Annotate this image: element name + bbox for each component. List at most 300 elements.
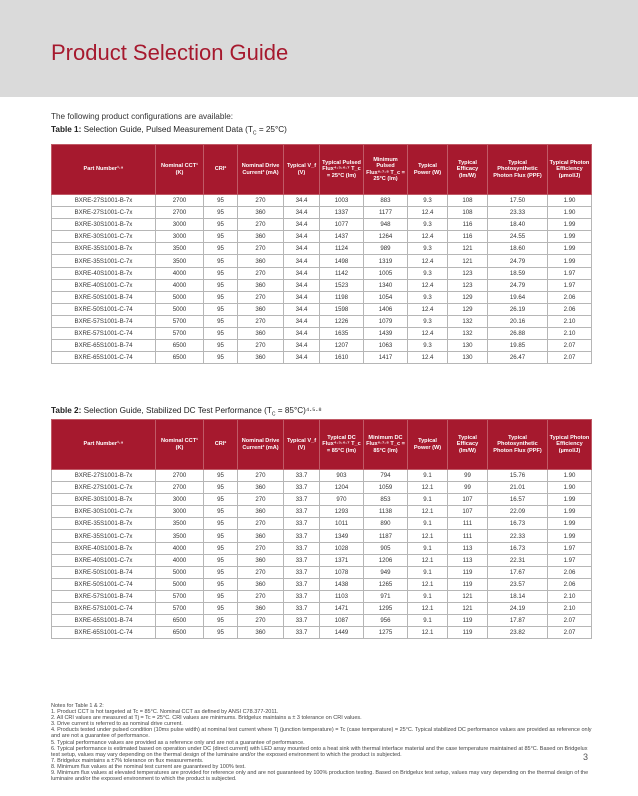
table-row bbox=[52, 340, 592, 352]
table-cell: BXRE-40S1001-C-7x bbox=[52, 279, 156, 291]
table-cell: 360 bbox=[238, 627, 284, 639]
table-cell: 95 bbox=[204, 603, 238, 615]
table-cell: 113 bbox=[448, 554, 488, 566]
table-cell: BXRE-40S1001-B-7x bbox=[52, 542, 156, 554]
table-cell: 33.7 bbox=[284, 566, 320, 578]
table-row bbox=[52, 542, 592, 554]
table-cell: 1.99 bbox=[548, 231, 592, 243]
table-cell: 34.4 bbox=[284, 315, 320, 327]
table-cell: 16.57 bbox=[488, 494, 548, 506]
table-cell: 1226 bbox=[320, 315, 364, 327]
table2 bbox=[51, 419, 592, 639]
table-cell: 95 bbox=[204, 303, 238, 315]
table-cell: 116 bbox=[448, 219, 488, 231]
table-cell: 3000 bbox=[156, 494, 204, 506]
table-cell: 3000 bbox=[156, 219, 204, 231]
table-cell: 1264 bbox=[364, 231, 408, 243]
table-cell: 360 bbox=[238, 352, 284, 364]
table-cell: 9.1 bbox=[408, 566, 448, 578]
table-cell: 1417 bbox=[364, 352, 408, 364]
table1-header-6: Minimum Pulsed Flux⁶·⁷·⁸ T_c = 25°C (lm) bbox=[364, 145, 408, 195]
table-cell: 1598 bbox=[320, 303, 364, 315]
table-cell: 1142 bbox=[320, 267, 364, 279]
table-cell: 1.90 bbox=[548, 482, 592, 494]
table-cell: BXRE-27S1001-B-7x bbox=[52, 470, 156, 482]
table-cell: 34.4 bbox=[284, 303, 320, 315]
table-cell: 19.64 bbox=[488, 291, 548, 303]
table-cell: BXRE-65S1001-B-74 bbox=[52, 340, 156, 352]
table-cell: 1063 bbox=[364, 340, 408, 352]
table-cell: 23.57 bbox=[488, 578, 548, 590]
table-cell: 360 bbox=[238, 328, 284, 340]
table-cell: 270 bbox=[238, 219, 284, 231]
table-cell: BXRE-65S1001-C-74 bbox=[52, 352, 156, 364]
table-cell: 24.55 bbox=[488, 231, 548, 243]
table-cell: 1.99 bbox=[548, 530, 592, 542]
table-cell: 2.07 bbox=[548, 615, 592, 627]
table-cell: 33.7 bbox=[284, 542, 320, 554]
table-cell: BXRE-50S1001-B-74 bbox=[52, 566, 156, 578]
table-cell: 6500 bbox=[156, 627, 204, 639]
table-cell: 130 bbox=[448, 352, 488, 364]
table-cell: 1295 bbox=[364, 603, 408, 615]
table-cell: 99 bbox=[448, 482, 488, 494]
table-cell: BXRE-50S1001-C-74 bbox=[52, 303, 156, 315]
table-cell: 1028 bbox=[320, 542, 364, 554]
table-cell: 9.3 bbox=[408, 195, 448, 207]
table2-header-2: CRI² bbox=[204, 420, 238, 470]
table-cell: 1077 bbox=[320, 219, 364, 231]
table-cell: 989 bbox=[364, 243, 408, 255]
table-cell: 16.73 bbox=[488, 518, 548, 530]
table-cell: 6500 bbox=[156, 340, 204, 352]
table-cell: 1438 bbox=[320, 578, 364, 590]
table-row bbox=[52, 195, 592, 207]
table1-body bbox=[52, 195, 592, 364]
table-cell: 95 bbox=[204, 207, 238, 219]
table-cell: 270 bbox=[238, 267, 284, 279]
table-cell: 1138 bbox=[364, 506, 408, 518]
table-cell: 12.1 bbox=[408, 578, 448, 590]
table-cell: 107 bbox=[448, 506, 488, 518]
table-row bbox=[52, 207, 592, 219]
table-cell: 1523 bbox=[320, 279, 364, 291]
note-item: 4. Products tested under pulsed condition (10ms pulse width) at nominal test current where Tj (junction temperature) = Tc (case temperature) = 25°C. Typical stabilized DC performance values are provided as reference only and are not a guarantee of performance. bbox=[51, 727, 592, 740]
table-cell: 17.67 bbox=[488, 566, 548, 578]
table-cell: 270 bbox=[238, 615, 284, 627]
table2-header-8: Typical Efficacy (lm/W) bbox=[448, 420, 488, 470]
table-row bbox=[52, 482, 592, 494]
table-cell: 6500 bbox=[156, 615, 204, 627]
table-cell: 132 bbox=[448, 328, 488, 340]
table-cell: 33.7 bbox=[284, 603, 320, 615]
table-cell: BXRE-27S1001-C-7x bbox=[52, 207, 156, 219]
table-cell: 5700 bbox=[156, 315, 204, 327]
table-cell: 1005 bbox=[364, 267, 408, 279]
table-cell: 1.97 bbox=[548, 554, 592, 566]
table-cell: 33.7 bbox=[284, 578, 320, 590]
table-row bbox=[52, 494, 592, 506]
table-cell: 1.99 bbox=[548, 506, 592, 518]
table-cell: 2.07 bbox=[548, 627, 592, 639]
table-cell: 1275 bbox=[364, 627, 408, 639]
table-row bbox=[52, 518, 592, 530]
table-cell: 130 bbox=[448, 340, 488, 352]
table-cell: 1.90 bbox=[548, 207, 592, 219]
table-cell: BXRE-40S1001-B-7x bbox=[52, 267, 156, 279]
table-cell: 1.90 bbox=[548, 470, 592, 482]
table-cell: 12.4 bbox=[408, 231, 448, 243]
table-cell: BXRE-30S1001-C-7x bbox=[52, 231, 156, 243]
table-cell: 33.7 bbox=[284, 482, 320, 494]
table-row bbox=[52, 554, 592, 566]
table-cell: 9.1 bbox=[408, 470, 448, 482]
table2-header-3: Nominal Drive Current³ (mA) bbox=[238, 420, 284, 470]
table-cell: 1011 bbox=[320, 518, 364, 530]
table-row bbox=[52, 219, 592, 231]
table-row bbox=[52, 615, 592, 627]
table-cell: 2.07 bbox=[548, 352, 592, 364]
table-cell: 2.07 bbox=[548, 340, 592, 352]
table-cell: 17.50 bbox=[488, 195, 548, 207]
table2-header-7: Typical Power (W) bbox=[408, 420, 448, 470]
table2-header-0: Part Number¹·⁹ bbox=[52, 420, 156, 470]
table-cell: 2.06 bbox=[548, 303, 592, 315]
table-cell: 121 bbox=[448, 255, 488, 267]
table1 bbox=[51, 144, 592, 364]
table-cell: 1319 bbox=[364, 255, 408, 267]
table-cell: 5000 bbox=[156, 303, 204, 315]
table-cell: 5000 bbox=[156, 578, 204, 590]
table-cell: 113 bbox=[448, 542, 488, 554]
table-cell: 3000 bbox=[156, 506, 204, 518]
table-cell: 5700 bbox=[156, 328, 204, 340]
table-cell: 34.4 bbox=[284, 340, 320, 352]
table-cell: 2700 bbox=[156, 482, 204, 494]
table-cell: 1498 bbox=[320, 255, 364, 267]
table-cell: 95 bbox=[204, 328, 238, 340]
table-cell: 95 bbox=[204, 518, 238, 530]
table-cell: 360 bbox=[238, 578, 284, 590]
table1-caption-end: = 25°C) bbox=[256, 125, 287, 134]
table-cell: 1293 bbox=[320, 506, 364, 518]
table2-header-1: Nominal CCT¹ (K) bbox=[156, 420, 204, 470]
table-cell: 26.19 bbox=[488, 303, 548, 315]
table-cell: 270 bbox=[238, 291, 284, 303]
table-cell: 4000 bbox=[156, 542, 204, 554]
table-cell: 890 bbox=[364, 518, 408, 530]
page-number: 3 bbox=[583, 752, 589, 762]
table-cell: 95 bbox=[204, 470, 238, 482]
table-cell: 9.1 bbox=[408, 615, 448, 627]
table-cell: 794 bbox=[364, 470, 408, 482]
table-cell: BXRE-57S1001-C-74 bbox=[52, 603, 156, 615]
table-cell: 12.4 bbox=[408, 279, 448, 291]
table-row bbox=[52, 243, 592, 255]
table-cell: 22.33 bbox=[488, 530, 548, 542]
table-cell: BXRE-65S1001-C-74 bbox=[52, 627, 156, 639]
table-cell: 34.4 bbox=[284, 279, 320, 291]
table-cell: 360 bbox=[238, 506, 284, 518]
table-cell: 116 bbox=[448, 231, 488, 243]
table-cell: 33.7 bbox=[284, 518, 320, 530]
table2-header-4: Typical V_f (V) bbox=[284, 420, 320, 470]
note-item: 8. Minimum flux values at the nominal test current are guaranteed by 100% test. bbox=[51, 763, 246, 770]
table-cell: BXRE-27S1001-B-7x bbox=[52, 195, 156, 207]
table-cell: 9.1 bbox=[408, 518, 448, 530]
table-row bbox=[52, 267, 592, 279]
table-cell: 903 bbox=[320, 470, 364, 482]
table2-header-row bbox=[52, 420, 592, 470]
table-cell: BXRE-35S1001-B-7x bbox=[52, 243, 156, 255]
table-row bbox=[52, 231, 592, 243]
table-cell: 22.31 bbox=[488, 554, 548, 566]
table-cell: 905 bbox=[364, 542, 408, 554]
table-cell: 9.1 bbox=[408, 542, 448, 554]
table-cell: BXRE-35S1001-B-7x bbox=[52, 518, 156, 530]
table-row bbox=[52, 279, 592, 291]
table-cell: 9.3 bbox=[408, 267, 448, 279]
table-cell: 1003 bbox=[320, 195, 364, 207]
table-cell: 360 bbox=[238, 279, 284, 291]
table-cell: 34.4 bbox=[284, 219, 320, 231]
table2-caption-end: = 85°C)⁴·⁵·⁸ bbox=[275, 406, 322, 415]
table-cell: 3500 bbox=[156, 530, 204, 542]
table-cell: 948 bbox=[364, 219, 408, 231]
table-cell: 4000 bbox=[156, 279, 204, 291]
table-cell: 12.1 bbox=[408, 627, 448, 639]
table-cell: 95 bbox=[204, 530, 238, 542]
table-cell: 12.4 bbox=[408, 207, 448, 219]
table-cell: 360 bbox=[238, 554, 284, 566]
table-cell: 119 bbox=[448, 627, 488, 639]
table-row bbox=[52, 578, 592, 590]
table-cell: 16.73 bbox=[488, 542, 548, 554]
table-cell: 33.7 bbox=[284, 506, 320, 518]
table-cell: 1.97 bbox=[548, 542, 592, 554]
table-row bbox=[52, 627, 592, 639]
table-cell: BXRE-50S1001-B-74 bbox=[52, 291, 156, 303]
table-cell: 5000 bbox=[156, 566, 204, 578]
table-cell: 18.60 bbox=[488, 243, 548, 255]
table-cell: 33.7 bbox=[284, 615, 320, 627]
table-cell: 24.79 bbox=[488, 279, 548, 291]
table-cell: 111 bbox=[448, 518, 488, 530]
table-row bbox=[52, 470, 592, 482]
table-cell: 33.7 bbox=[284, 470, 320, 482]
table-cell: 1103 bbox=[320, 590, 364, 602]
table2-caption-label: Table 2: bbox=[51, 406, 82, 415]
table-cell: 270 bbox=[238, 590, 284, 602]
table-cell: 949 bbox=[364, 566, 408, 578]
table-cell: 21.01 bbox=[488, 482, 548, 494]
table-row bbox=[52, 530, 592, 542]
note-item: 6. Typical performance is estimated based on operation under DC (direct current) with LED array mounted onto a heat sink with thermal interface material and the case temperature maintained at 85°C. Based on Bridgelux test setup, values may vary depending on the thermal design of the luminaire and/or the exposed environment to which the product is subjected. bbox=[51, 745, 588, 758]
table-cell: 1610 bbox=[320, 352, 364, 364]
table-cell: 2.06 bbox=[548, 566, 592, 578]
table-cell: 9.1 bbox=[408, 590, 448, 602]
table-cell: 129 bbox=[448, 303, 488, 315]
table-cell: BXRE-27S1001-C-7x bbox=[52, 482, 156, 494]
table-cell: 5700 bbox=[156, 590, 204, 602]
table-cell: 360 bbox=[238, 482, 284, 494]
note-item: 7. Bridgelux maintains a ±7% tolerance on flux measurements. bbox=[51, 757, 204, 764]
table-cell: BXRE-35S1001-C-7x bbox=[52, 255, 156, 267]
table-row bbox=[52, 603, 592, 615]
table-cell: 95 bbox=[204, 255, 238, 267]
table-cell: 9.3 bbox=[408, 243, 448, 255]
table-cell: 270 bbox=[238, 195, 284, 207]
table-cell: 270 bbox=[238, 315, 284, 327]
table-cell: 95 bbox=[204, 352, 238, 364]
table-cell: 33.7 bbox=[284, 554, 320, 566]
table-cell: 1.97 bbox=[548, 267, 592, 279]
table-cell: 3500 bbox=[156, 243, 204, 255]
table-cell: 9.3 bbox=[408, 291, 448, 303]
table-cell: 34.4 bbox=[284, 195, 320, 207]
table-cell: 9.3 bbox=[408, 340, 448, 352]
table1-header-10: Typical Photon Efficiency (µmol/J) bbox=[548, 145, 592, 195]
table-cell: 95 bbox=[204, 195, 238, 207]
table-cell: 971 bbox=[364, 590, 408, 602]
table-cell: 1349 bbox=[320, 530, 364, 542]
table1-header-5: Typical Pulsed Flux⁴·⁵·⁶·⁷ T_c = 25°C (lm) bbox=[320, 145, 364, 195]
table-cell: 108 bbox=[448, 207, 488, 219]
table-cell: 1087 bbox=[320, 615, 364, 627]
table1-header-4: Typical V_f (V) bbox=[284, 145, 320, 195]
table-cell: 12.4 bbox=[408, 352, 448, 364]
table-row bbox=[52, 590, 592, 602]
table1-header-1: Nominal CCT¹ (K) bbox=[156, 145, 204, 195]
notes-heading: Notes for Table 1 & 2: bbox=[51, 703, 104, 709]
table-cell: 1.99 bbox=[548, 255, 592, 267]
table2-caption bbox=[51, 406, 322, 418]
table-cell: 12.1 bbox=[408, 482, 448, 494]
table-cell: 95 bbox=[204, 494, 238, 506]
table-cell: 2700 bbox=[156, 207, 204, 219]
table-cell: 1.90 bbox=[548, 195, 592, 207]
table-cell: 1635 bbox=[320, 328, 364, 340]
table-cell: 34.4 bbox=[284, 328, 320, 340]
table-cell: 123 bbox=[448, 279, 488, 291]
table-cell: 20.16 bbox=[488, 315, 548, 327]
table-cell: 26.88 bbox=[488, 328, 548, 340]
table-cell: 34.4 bbox=[284, 207, 320, 219]
table-cell: BXRE-30S1001-B-7x bbox=[52, 494, 156, 506]
table-cell: 12.4 bbox=[408, 328, 448, 340]
table-cell: 1187 bbox=[364, 530, 408, 542]
table-cell: 270 bbox=[238, 494, 284, 506]
note-item: 9. Minimum flux values at elevated temperatures are provided for reference only and are not guaranteed by 100% production testing. Based on Bridgelux test setup, values may vary depending on the thermal design of the luminaire and/or the exposed environment to which the product is subjected. bbox=[51, 770, 589, 783]
table1-header-7: Typical Power (W) bbox=[408, 145, 448, 195]
table-cell: 1079 bbox=[364, 315, 408, 327]
table-cell: BXRE-57S1001-B-74 bbox=[52, 590, 156, 602]
table-cell: BXRE-35S1001-C-7x bbox=[52, 530, 156, 542]
note-item: 1. Product CCT is hot targeted at Tc = 85°C. Nominal CCT as defined by ANSI C78.377-2011. bbox=[51, 709, 279, 716]
table-cell: 95 bbox=[204, 243, 238, 255]
table-cell: 95 bbox=[204, 267, 238, 279]
table-cell: 956 bbox=[364, 615, 408, 627]
table-cell: 2700 bbox=[156, 470, 204, 482]
table-cell: 99 bbox=[448, 470, 488, 482]
table-cell: 12.4 bbox=[408, 255, 448, 267]
table-cell: 26.47 bbox=[488, 352, 548, 364]
table-cell: 1.99 bbox=[548, 243, 592, 255]
table-cell: 9.1 bbox=[408, 494, 448, 506]
table-cell: 121 bbox=[448, 590, 488, 602]
table-cell: 3500 bbox=[156, 255, 204, 267]
table-cell: 33.7 bbox=[284, 590, 320, 602]
table-cell: 132 bbox=[448, 315, 488, 327]
table-cell: 360 bbox=[238, 530, 284, 542]
table-cell: 12.1 bbox=[408, 506, 448, 518]
table-cell: 270 bbox=[238, 518, 284, 530]
table-cell: 1204 bbox=[320, 482, 364, 494]
note-item: 5. Typical performance values are provided as a reference only and are not a guarantee of performance. bbox=[51, 739, 305, 746]
table-cell: 1449 bbox=[320, 627, 364, 639]
table1-header-0: Part Number¹·⁹ bbox=[52, 145, 156, 195]
table1-header-3: Nominal Drive Current³ (mA) bbox=[238, 145, 284, 195]
table2-header-9: Typical Photosynthetic Photon Flux (PPF) bbox=[488, 420, 548, 470]
table1-header-row bbox=[52, 145, 592, 195]
table-cell: 9.3 bbox=[408, 315, 448, 327]
table1-caption-text: Selection Guide, Pulsed Measurement Data (T bbox=[81, 125, 253, 134]
table-cell: BXRE-65S1001-B-74 bbox=[52, 615, 156, 627]
table-cell: 33.7 bbox=[284, 530, 320, 542]
table-cell: 2.10 bbox=[548, 328, 592, 340]
table-cell: BXRE-30S1001-C-7x bbox=[52, 506, 156, 518]
table-cell: 1059 bbox=[364, 482, 408, 494]
table-cell: 1340 bbox=[364, 279, 408, 291]
table-cell: 360 bbox=[238, 603, 284, 615]
table1-header-8: Typical Efficacy (lm/W) bbox=[448, 145, 488, 195]
table-cell: 270 bbox=[238, 340, 284, 352]
table-cell: BXRE-57S1001-C-74 bbox=[52, 328, 156, 340]
table-cell: 24.19 bbox=[488, 603, 548, 615]
table1-header-9: Typical Photosynthetic Photon Flux (PPF) bbox=[488, 145, 548, 195]
table-cell: 123 bbox=[448, 267, 488, 279]
table-cell: 121 bbox=[448, 603, 488, 615]
table-cell: 1.99 bbox=[548, 219, 592, 231]
table-cell: 33.7 bbox=[284, 494, 320, 506]
table-row bbox=[52, 566, 592, 578]
table-cell: 1437 bbox=[320, 231, 364, 243]
table1-caption-sub: C bbox=[252, 130, 257, 137]
table-cell: 970 bbox=[320, 494, 364, 506]
table2-caption-text: Selection Guide, Stabilized DC Test Performance (T bbox=[81, 406, 272, 415]
table-cell: 1206 bbox=[364, 554, 408, 566]
table-row bbox=[52, 328, 592, 340]
table-row bbox=[52, 352, 592, 364]
table-cell: 23.82 bbox=[488, 627, 548, 639]
table-cell: 1.99 bbox=[548, 518, 592, 530]
table-cell: 270 bbox=[238, 470, 284, 482]
table2-caption-sub: C bbox=[271, 411, 276, 418]
table-cell: 34.4 bbox=[284, 231, 320, 243]
table-cell: 1177 bbox=[364, 207, 408, 219]
table-cell: BXRE-57S1001-B-74 bbox=[52, 315, 156, 327]
table-cell: 360 bbox=[238, 255, 284, 267]
table-cell: 1439 bbox=[364, 328, 408, 340]
table-cell: 95 bbox=[204, 506, 238, 518]
table-cell: 853 bbox=[364, 494, 408, 506]
table-cell: 12.1 bbox=[408, 603, 448, 615]
table-row bbox=[52, 291, 592, 303]
table-cell: 1.97 bbox=[548, 279, 592, 291]
table-cell: 121 bbox=[448, 243, 488, 255]
table2-header-5: Typical DC Flux⁴·⁵·⁶·⁷ T_c = 85°C (lm) bbox=[320, 420, 364, 470]
table-cell: 95 bbox=[204, 291, 238, 303]
